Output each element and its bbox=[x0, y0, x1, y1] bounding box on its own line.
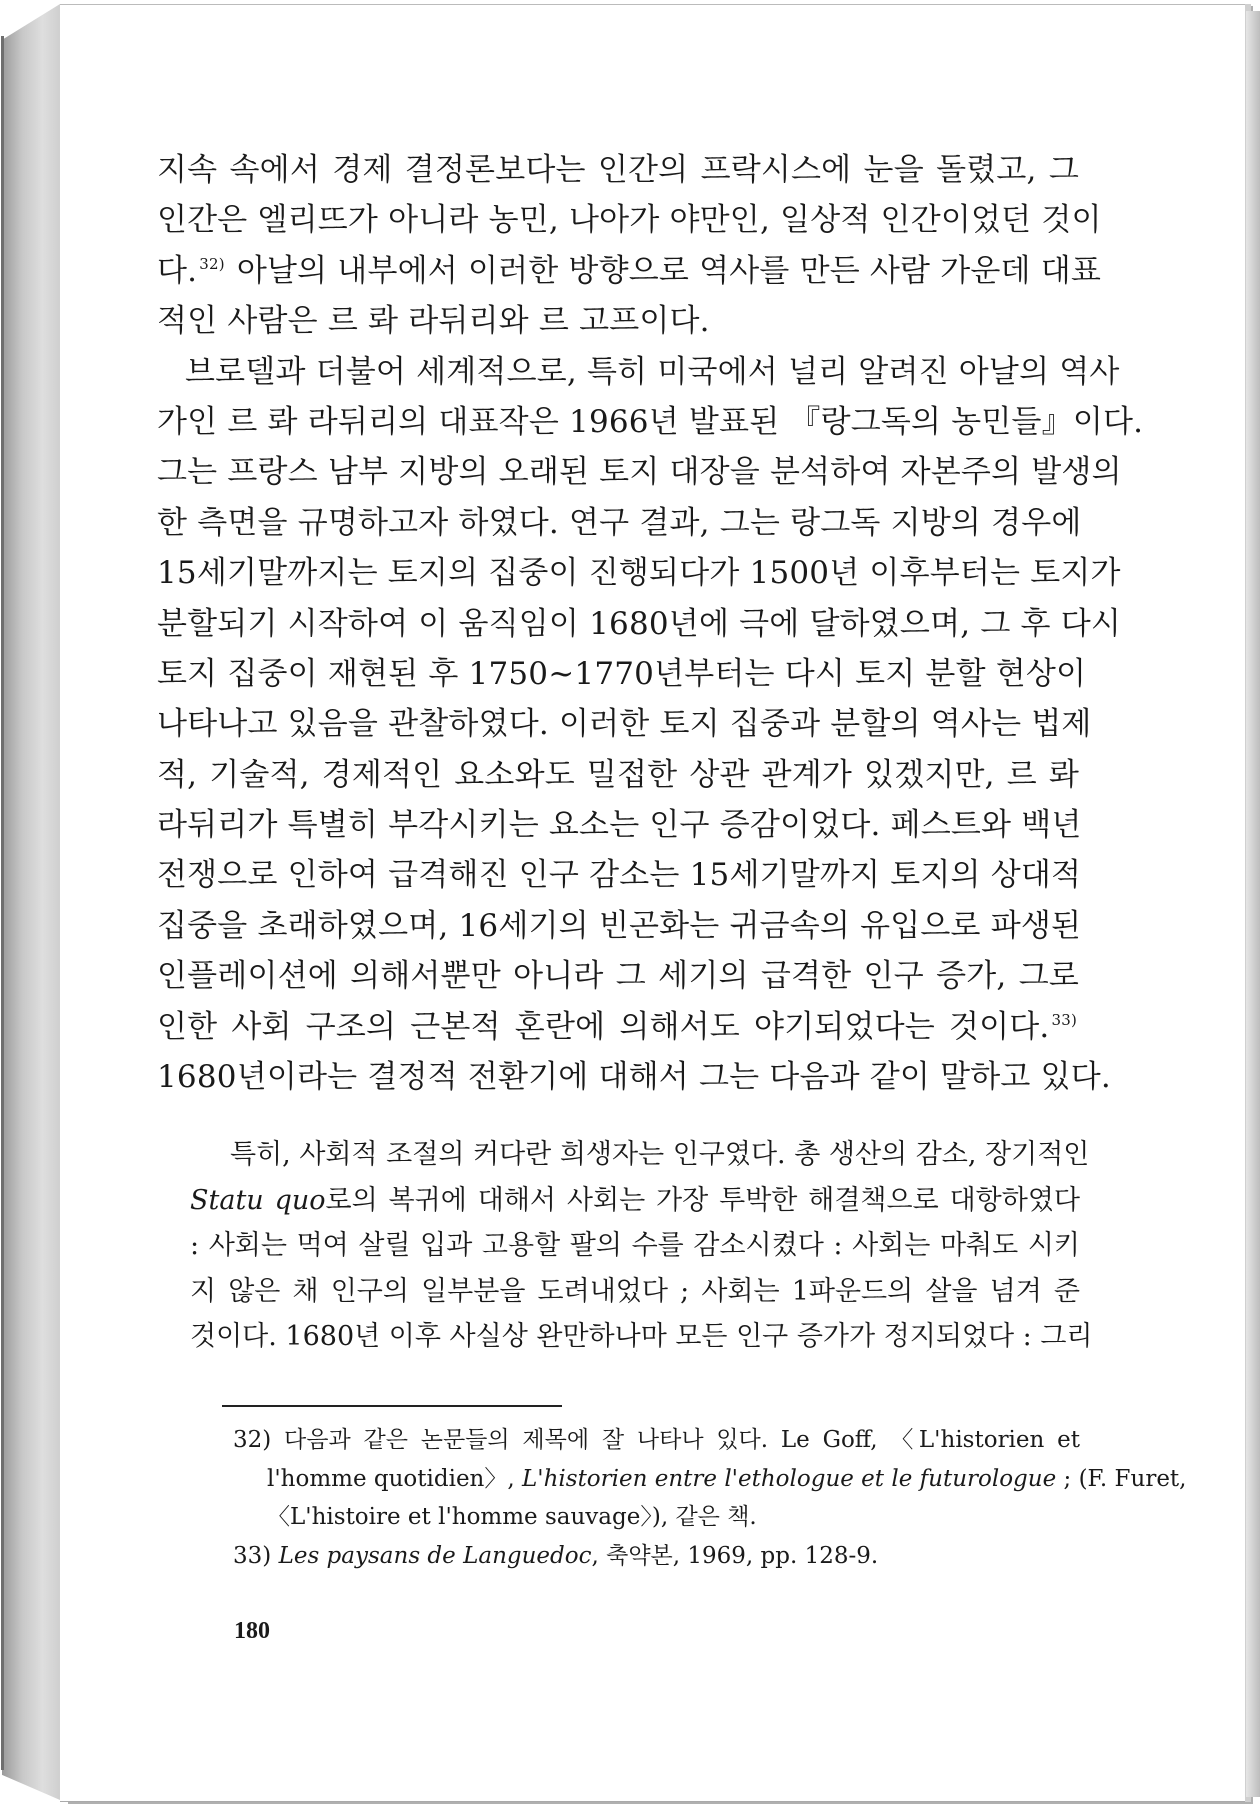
spine-edge bbox=[1, 36, 4, 1770]
text-line: 분할되기 시작하여 이 움직임이 1680년에 극에 달하였으며, 그 후 다시 bbox=[157, 605, 1122, 642]
italic-term: Statu quo bbox=[190, 1184, 326, 1216]
quote-line bbox=[190, 1178, 1080, 1224]
text-segment: 인한 사회 구조의 근본적 혼란에 의해서도 야기되었다는 것이다. bbox=[157, 1008, 1050, 1045]
footnotes bbox=[233, 1421, 1187, 1575]
quote-line: 것이다. 1680년 이후 사실상 완만하나마 모든 인구 증가가 정지되었다 : 그리 bbox=[190, 1321, 1093, 1353]
italic-title: Les paysans de Languedoc bbox=[278, 1542, 592, 1569]
footnote-line bbox=[233, 1460, 1187, 1499]
footnote-line: 〈L'histoire et l'homme sauvage〉), 같은 책. bbox=[267, 1504, 757, 1531]
text-line: 인간은 엘리뜨가 아니라 농민, 나아가 야만인, 일상적 인간이었던 것이 bbox=[157, 202, 1102, 239]
quote-line: 특히, 사회적 조절의 커다란 희생자는 인구였다. 총 생산의 감소, 장기적인 bbox=[230, 1139, 1090, 1170]
text-segment: ; (F. Furet, bbox=[1063, 1465, 1187, 1492]
text-line: 1680년이라는 결정적 전환기에 대해서 그는 다음과 같이 말하고 있다. bbox=[157, 1059, 1111, 1096]
book-spine bbox=[2, 4, 60, 1800]
text-line: 15세기말까지는 토지의 집중이 진행되다가 1500년 이후부터는 토지가 bbox=[157, 555, 1121, 592]
footnote-ref-33: 33) bbox=[1051, 1010, 1077, 1029]
text-line: 한 측면을 규명하고자 하였다. 연구 결과, 그는 랑그독 지방의 경우에 bbox=[157, 504, 1082, 541]
text-line: 그는 프랑스 남부 지방의 오래된 토지 대장을 분석하여 자본주의 발생의 bbox=[157, 454, 1122, 491]
text-line: 집중을 초래하였으며, 16세기의 빈곤화는 귀금속의 유입으로 파생된 bbox=[157, 907, 1082, 944]
quote-line: 지 않은 채 인구의 일부분을 도려내었다 ; 사회는 1파운드의 살을 넘겨 준 bbox=[190, 1275, 1080, 1307]
text-segment: , 축약본, 1969, pp. 128-9. bbox=[591, 1542, 879, 1569]
main-text bbox=[157, 145, 1144, 1102]
text-segment: 33) bbox=[233, 1542, 272, 1569]
text-segment: 로의 복귀에 대해서 사회는 가장 투박한 해결책으로 대항하였다 bbox=[325, 1184, 1080, 1216]
text-segment: l'homme quotidien〉, bbox=[267, 1465, 515, 1492]
text-line bbox=[157, 1002, 1079, 1052]
text-line: 브로델과 더불어 세계적으로, 특히 미국에서 널리 알려진 아날의 역사 bbox=[185, 353, 1120, 390]
text-line: 토지 집중이 재현된 후 1750~1770년부터는 다시 토지 분할 현상이 bbox=[157, 655, 1087, 692]
text-line: 라뒤리가 특별히 부각시키는 요소는 인구 증감이었다. 페스트와 백년 bbox=[157, 807, 1082, 844]
text-line: 적, 기술적, 경제적인 요소와도 밀접한 상관 관계가 있겠지만, 르 롸 bbox=[157, 756, 1079, 793]
page-edge bbox=[1246, 11, 1260, 1797]
page-number: 180 bbox=[234, 1618, 270, 1644]
footnote-32: 32) 다음과 같은 논문들의 제목에 잘 나타나 있다. Le Goff, 〈L'historien et bbox=[233, 1427, 1080, 1453]
text-segment: 아날의 내부에서 이러한 방향으로 역사를 만든 사람 가운데 대표 bbox=[236, 252, 1102, 289]
text-segment: 다. bbox=[157, 252, 198, 289]
text-line: 적인 사람은 르 롸 라뒤리와 르 고프이다. bbox=[157, 303, 710, 340]
italic-title: L'historien entre l'ethologue et le futurologue bbox=[522, 1465, 1057, 1492]
text-line: 가인 르 롸 라뒤리의 대표작은 1966년 발표된 『랑그독의 농민들』이다. bbox=[157, 403, 1144, 440]
block-quote bbox=[190, 1132, 1093, 1360]
text-line bbox=[157, 246, 1102, 296]
footnote-divider bbox=[222, 1405, 562, 1407]
footnote-ref-32: 32) bbox=[199, 254, 225, 273]
text-line: 지속 속에서 경제 결정론보다는 인간의 프락시스에 눈을 돌렸고, 그 bbox=[157, 152, 1079, 188]
text-line: 인플레이션에 의해서뿐만 아니라 그 세기의 급격한 인구 증가, 그로 bbox=[157, 958, 1079, 995]
footnote-33 bbox=[233, 1537, 1080, 1576]
quote-line: : 사회는 먹여 살릴 입과 고용할 팔의 수를 감소시켰다 : 사회는 마춰도 시키 bbox=[190, 1230, 1080, 1262]
text-line: 나타나고 있음을 관찰하였다. 이러한 토지 집중과 분할의 역사는 법제 bbox=[157, 706, 1092, 743]
text-line: 전쟁으로 인하여 급격해진 인구 감소는 15세기말까지 토지의 상대적 bbox=[157, 857, 1082, 894]
